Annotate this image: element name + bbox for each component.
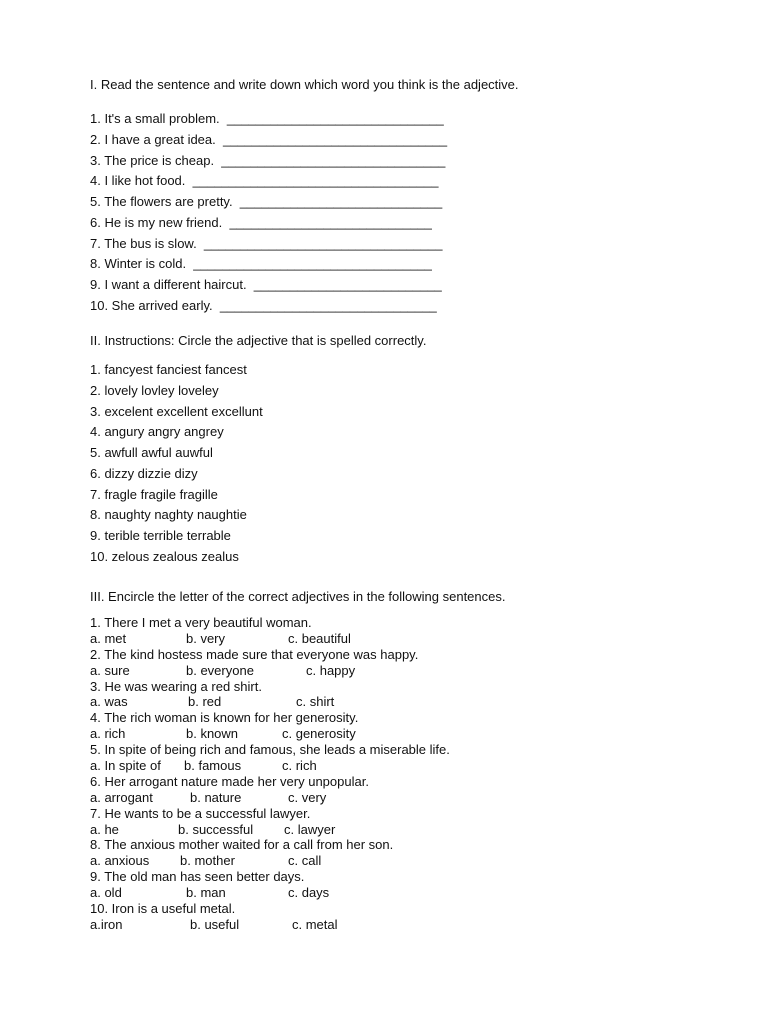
section-2-heading: II. Instructions: Circle the adjective that is spelled correctly. [90, 333, 427, 348]
question-text: 2. The kind hostess made sure that everyone was happy. [90, 646, 419, 662]
section-1-list [90, 109, 447, 317]
option-c: c. rich [282, 758, 317, 774]
option-b: b. everyone [186, 662, 254, 678]
section-1-item: 9. I want a different haircut. __________________________ [90, 277, 442, 292]
answer-options [90, 758, 450, 774]
answer-options [90, 822, 450, 838]
answer-options [90, 917, 450, 933]
option-c: c. beautiful [288, 630, 351, 646]
section-1-item: 8. Winter is cold. _________________________________ [90, 256, 432, 272]
section-1-item: 6. He is my new friend. ____________________________ [90, 214, 432, 230]
option-c: c. call [288, 853, 322, 869]
option-b: b. man [186, 885, 226, 901]
section-2-item: 9. terible terrible terrable [90, 528, 231, 543]
section-1-item: 1. It's a small problem. ______________________________ [90, 111, 444, 126]
option-a: a.iron [90, 916, 123, 932]
question-text: 8. The anxious mother waited for a call from her son. [90, 837, 394, 853]
section-1-item: 2. I have a great idea. _______________________________ [90, 131, 448, 147]
option-b: b. known [186, 726, 239, 742]
option-b: b. very [186, 630, 226, 646]
option-c: c. generosity [282, 726, 356, 742]
option-a: a. he [90, 821, 119, 837]
section-2-item: 7. fragle fragile fragille [90, 486, 218, 502]
section-3-heading: III. Encircle the letter of the correct adjectives in the following sentences. [90, 589, 506, 604]
question-text: 6. Her arrogant nature made her very unpopular. [90, 773, 369, 789]
option-a: a. sure [90, 662, 130, 678]
answer-options [90, 663, 450, 679]
answer-options [90, 853, 450, 869]
option-b: b. famous [184, 758, 242, 774]
section-2-item: 10. zelous zealous zealus [90, 548, 239, 564]
answer-options [90, 631, 450, 647]
section-1-heading: I. Read the sentence and write down which word you think is the adjective. [90, 77, 519, 92]
option-a: a. met [90, 630, 127, 646]
option-c: c. days [288, 885, 330, 901]
option-a: a. old [90, 885, 122, 901]
section-2-item: 8. naughty naghty naughtie [90, 507, 247, 523]
option-c: c. very [288, 789, 327, 805]
option-b: b. mother [180, 853, 235, 869]
section-2-item: 5. awfull awful auwful [90, 445, 213, 460]
question-text: 5. In spite of being rich and famous, she leads a miserable life. [90, 742, 450, 758]
option-b: b. successful [178, 821, 254, 837]
section-1-item: 10. She arrived early. ______________________________ [90, 297, 437, 313]
section-1-item: 5. The flowers are pretty. ____________________________ [90, 194, 443, 209]
section-2-list [90, 360, 263, 568]
question-text: 1. There I met a very beautiful woman. [90, 615, 312, 630]
section-3-list [90, 615, 450, 933]
section-1-item: 7. The bus is slow. _________________________________ [90, 235, 443, 251]
section-1-item: 3. The price is cheap. _______________________________ [90, 152, 446, 168]
option-c: c. shirt [296, 694, 335, 710]
question-text: 3. He was wearing a red shirt. [90, 678, 262, 694]
question-text: 9. The old man has seen better days. [90, 869, 305, 885]
section-2-item: 2. lovely lovley loveley [90, 382, 219, 398]
option-a: a. rich [90, 726, 126, 742]
option-b: b. red [188, 694, 222, 710]
option-a: a. In spite of [90, 758, 161, 774]
answer-options [90, 694, 450, 710]
section-1-item: 4. I like hot food. __________________________________ [90, 173, 439, 189]
section-2-item: 6. dizzy dizzie dizy [90, 465, 198, 481]
option-c: c. happy [306, 662, 356, 678]
option-b: b. nature [190, 789, 242, 805]
answer-options [90, 726, 450, 742]
option-a: a. was [90, 694, 128, 710]
option-a: a. anxious [90, 853, 150, 869]
answer-options [90, 885, 450, 901]
question-text: 7. He wants to be a successful lawyer. [90, 805, 311, 821]
question-text: 4. The rich woman is known for her generosity. [90, 710, 359, 726]
option-b: b. useful [190, 916, 240, 932]
answer-options [90, 790, 450, 806]
option-c: c. lawyer [284, 821, 336, 837]
section-2-item: 4. angury angry angrey [90, 424, 224, 440]
section-2-item: 1. fancyest fanciest fancest [90, 362, 247, 377]
option-c: c. metal [292, 916, 338, 932]
question-text: 10. Iron is a useful metal. [90, 901, 236, 917]
section-2-item: 3. excelent excellent excellunt [90, 403, 263, 419]
option-a: a. arrogant [90, 789, 153, 805]
